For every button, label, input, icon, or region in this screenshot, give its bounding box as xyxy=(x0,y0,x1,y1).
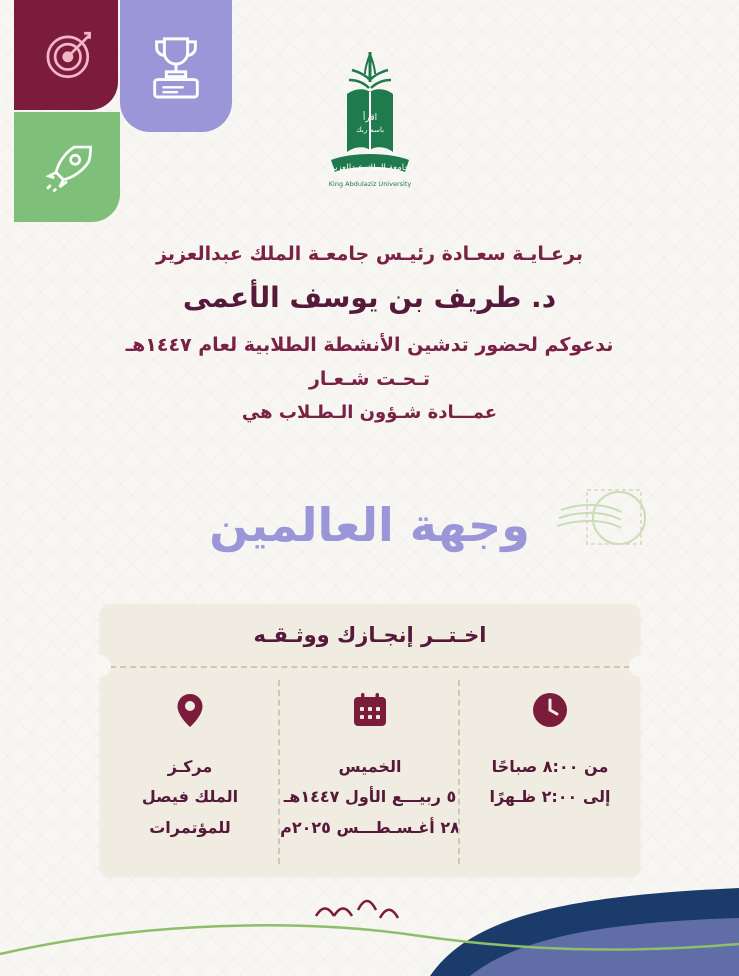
slogan-block xyxy=(0,500,739,580)
time-line-2: إلى ٢:٠٠ ظـهرًا xyxy=(489,787,611,807)
patronage-line: برعـايـة سعـادة رئيـس جامعـة الملك عبدالعزيز xyxy=(156,243,583,265)
location-line-1: مركـز xyxy=(167,757,213,776)
invitation-line: ندعوكم لحضور تدشين الأنشطة الطلابية لعام ١٤٤٧هـ xyxy=(125,334,614,356)
location-line-2: الملك فيصل للمؤتمرات xyxy=(141,787,239,837)
svg-text:جامعة الملك عبدالعزيز: جامعة الملك عبدالعزيز xyxy=(329,163,410,173)
date-line-2: ٥ ربيـــع الأول ١٤٤٧هـ xyxy=(283,787,457,807)
birds-decoration xyxy=(0,894,739,928)
calendar-icon xyxy=(350,690,390,734)
clock-icon xyxy=(530,690,570,734)
birds-icon xyxy=(310,894,430,928)
date-line-3: ٢٨ أغـسـطـــس ٢٠٢٥م xyxy=(280,817,460,837)
slogan-text: وجهة العالمين xyxy=(209,498,530,552)
under-slogan-line: تـحـت شـعـار xyxy=(308,368,430,390)
logo-container xyxy=(0,48,739,196)
svg-text:اقرأ: اقرأ xyxy=(362,113,377,123)
deanship-line: عمـــادة شـؤون الـطـلاب هي xyxy=(241,402,498,423)
headings-block xyxy=(0,243,739,423)
bottom-decoration xyxy=(0,826,739,976)
svg-text:King Abdulaziz University: King Abdulaziz University xyxy=(328,180,411,188)
president-name: د. طريف بن يوسف الأعمى xyxy=(182,281,557,314)
date-line-1: الخميس xyxy=(338,757,402,776)
time-line-1: من ٨:٠٠ صباحًا xyxy=(491,757,609,776)
king-abdulaziz-university-logo xyxy=(307,48,433,196)
ticket-header xyxy=(100,604,640,668)
ticket-header-text: اخـتــر إنجـازك ووثـقـه xyxy=(253,623,487,647)
svg-text:باسم ربك: باسم ربك xyxy=(355,126,384,134)
location-pin-icon xyxy=(170,690,210,734)
